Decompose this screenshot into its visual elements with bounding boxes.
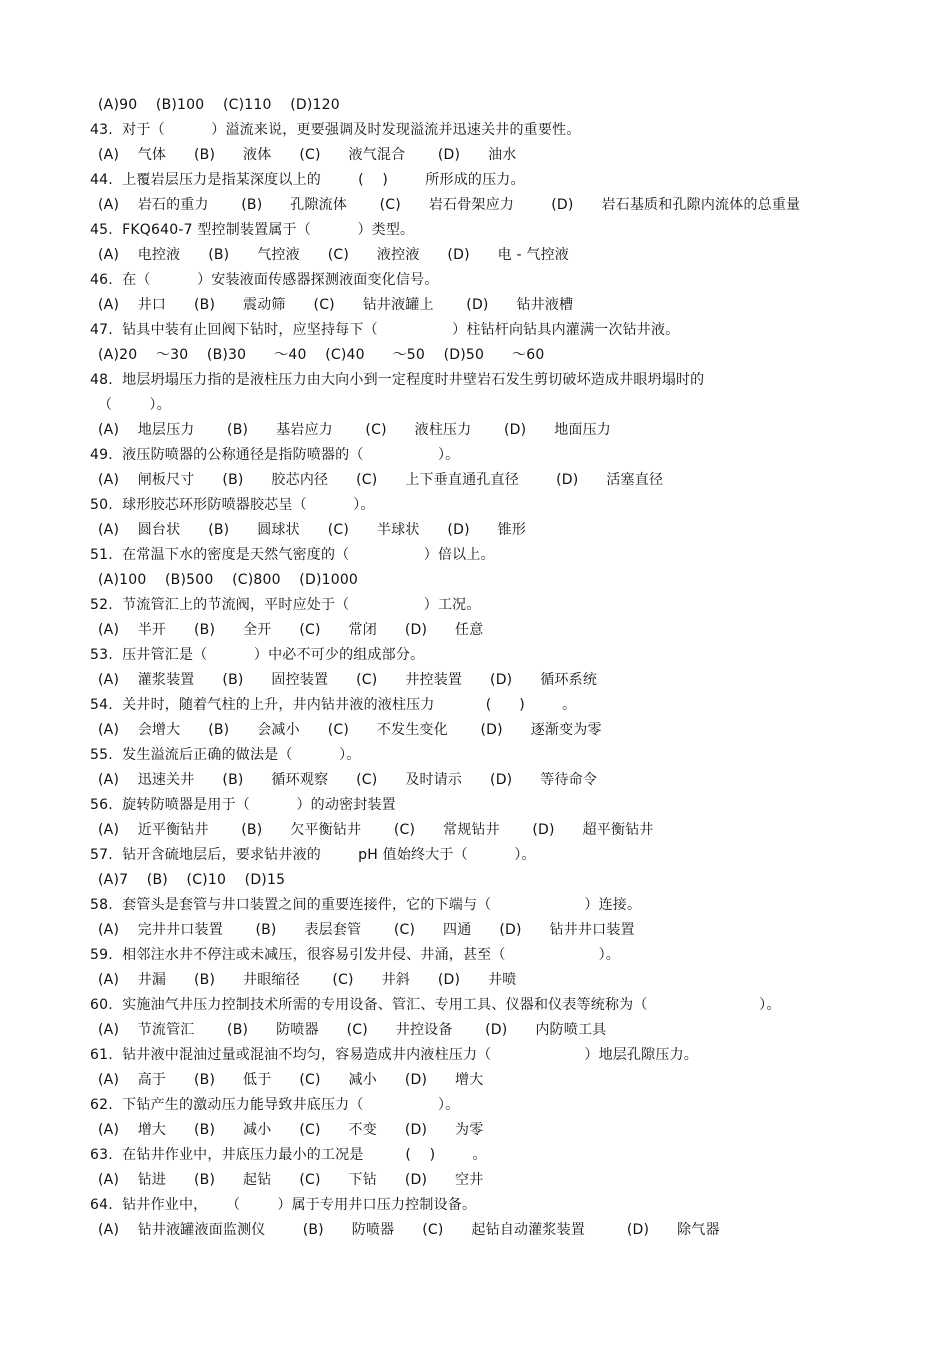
question-text: 53. 压井管汇是（ ）中必不可少的组成部分。 <box>90 647 425 663</box>
answer-options: (A) 增大 (B) 减小 (C) 不变 (D) 为零 <box>98 1122 484 1138</box>
question-text: 44. 上覆岩层压力是指某深度以上的 ( ) 所形成的压力。 <box>90 172 525 188</box>
question-text: 59. 相邻注水井不停注或未减压，很容易引发井侵、井涌，甚至（ ）。 <box>90 947 620 963</box>
answer-options: (A) 完井井口装置 (B) 表层套管 (C) 四通 (D) 钻井井口装置 <box>98 922 635 938</box>
question-text: 55. 发生溢流后正确的做法是（ ）。 <box>90 747 361 763</box>
answer-options: (A) 高于 (B) 低于 (C) 减小 (D) 增大 <box>98 1072 484 1088</box>
answer-options: (A) 井口 (B) 震动筛 (C) 钻井液罐上 (D) 钻井液槽 <box>98 297 574 313</box>
answer-options: (A) 会增大 (B) 会减小 (C) 不发生变化 (D) 逐渐变为零 <box>98 722 602 738</box>
question-text: 54. 关井时，随着气柱的上升，井内钻井液的液柱压力 ( ) 。 <box>90 697 577 713</box>
answer-options: (A)90 (B)100 (C)110 (D)120 <box>98 97 340 113</box>
answer-options: (A) 钻井液罐液面监测仪 (B) 防喷器 (C) 起钻自动灌浆装置 (D) 除气器 <box>98 1222 720 1238</box>
question-text: 63. 在钻井作业中，井底压力最小的工况是 ( ) 。 <box>90 1147 487 1163</box>
question-text: 64. 钻井作业中， （ ）属于专用井口压力控制设备。 <box>90 1197 477 1213</box>
question-text: 46. 在（ ）安装液面传感器探测液面变化信号。 <box>90 272 439 288</box>
question-text: 47. 钻具中装有止回阀下钻时，应坚持每下（ ）柱钻杆向钻具内灌满一次钻井液。 <box>90 322 680 338</box>
question-text: 43. 对于（ ）溢流来说，更要强调及时发现溢流并迅速关井的重要性。 <box>90 122 581 138</box>
question-text: 51. 在常温下水的密度是天然气密度的（ ）倍以上。 <box>90 547 495 563</box>
answer-options: (A)100 (B)500 (C)800 (D)1000 <box>98 572 359 588</box>
answer-options: (A) 岩石的重力 (B) 孔隙流体 (C) 岩石骨架应力 (D) 岩石基质和孔隙内流体的总重量 <box>98 197 801 213</box>
question-text: 45. FKQ640-7 型控制装置属于（ ）类型。 <box>90 222 415 238</box>
answer-options: (A)20 ～30 (B)30 ～40 (C)40 ～50 (D)50 ～60 <box>98 347 545 363</box>
answer-options: (A) 节流管汇 (B) 防喷器 (C) 井控设备 (D) 内防喷工具 <box>98 1022 607 1038</box>
answer-options: (A)7 (B) (C)10 (D)15 <box>98 872 286 888</box>
question-text: 57. 钻开含硫地层后，要求钻井液的 pH 值始终大于（ ）。 <box>90 847 536 863</box>
question-text: 52. 节流管汇上的节流阀，平时应处于（ ）工况。 <box>90 597 481 613</box>
answer-options: (A) 气体 (B) 液体 (C) 液气混合 (D) 油水 <box>98 147 517 163</box>
question-text: 48. 地层坍塌压力指的是液柱压力由大向小到一定程度时井壁岩石发生剪切破坏造成井眼坍塌时的 <box>90 372 705 388</box>
answer-options: （ ）。 <box>98 397 171 413</box>
question-text: 60. 实施油气井压力控制技术所需的专用设备、管汇、专用工具、仪器和仪表等统称为（ ）。 <box>90 997 781 1013</box>
answer-options: (A) 闸板尺寸 (B) 胶芯内径 (C) 上下垂直通孔直径 (D) 活塞直径 <box>98 472 664 488</box>
question-text: 58. 套管头是套管与井口装置之间的重要连接件，它的下端与（ ）连接。 <box>90 897 642 913</box>
answer-options: (A) 近平衡钻井 (B) 欠平衡钻井 (C) 常规钻井 (D) 超平衡钻井 <box>98 822 654 838</box>
question-text: 50. 球形胶芯环形防喷器胶芯呈（ ）。 <box>90 497 375 513</box>
answer-options: (A) 迅速关井 (B) 循环观察 (C) 及时请示 (D) 等待命令 <box>98 772 598 788</box>
answer-options: (A) 电控液 (B) 气控液 (C) 液控液 (D) 电 - 气控液 <box>98 247 569 263</box>
question-text: 61. 钻井液中混油过量或混油不均匀，容易造成井内液柱压力（ ）地层孔隙压力。 <box>90 1047 698 1063</box>
answer-options: (A) 半开 (B) 全开 (C) 常闭 (D) 任意 <box>98 622 484 638</box>
question-text: 49. 液压防喷器的公称通径是指防喷器的（ ）。 <box>90 447 460 463</box>
answer-options: (A) 灌浆装置 (B) 固控装置 (C) 井控装置 (D) 循环系统 <box>98 672 598 688</box>
answer-options: (A) 井漏 (B) 井眼缩径 (C) 井斜 (D) 井喷 <box>98 972 517 988</box>
answer-options: (A) 圆台状 (B) 圆球状 (C) 半球状 (D) 锥形 <box>98 522 527 538</box>
answer-options: (A) 地层压力 (B) 基岩应力 (C) 液柱压力 (D) 地面压力 <box>98 422 611 438</box>
answer-options: (A) 钻进 (B) 起钻 (C) 下钻 (D) 空井 <box>98 1172 484 1188</box>
question-text: 62. 下钻产生的激动压力能导致井底压力（ ）。 <box>90 1097 460 1113</box>
question-text: 56. 旋转防喷器是用于（ ）的动密封装置 <box>90 797 396 813</box>
